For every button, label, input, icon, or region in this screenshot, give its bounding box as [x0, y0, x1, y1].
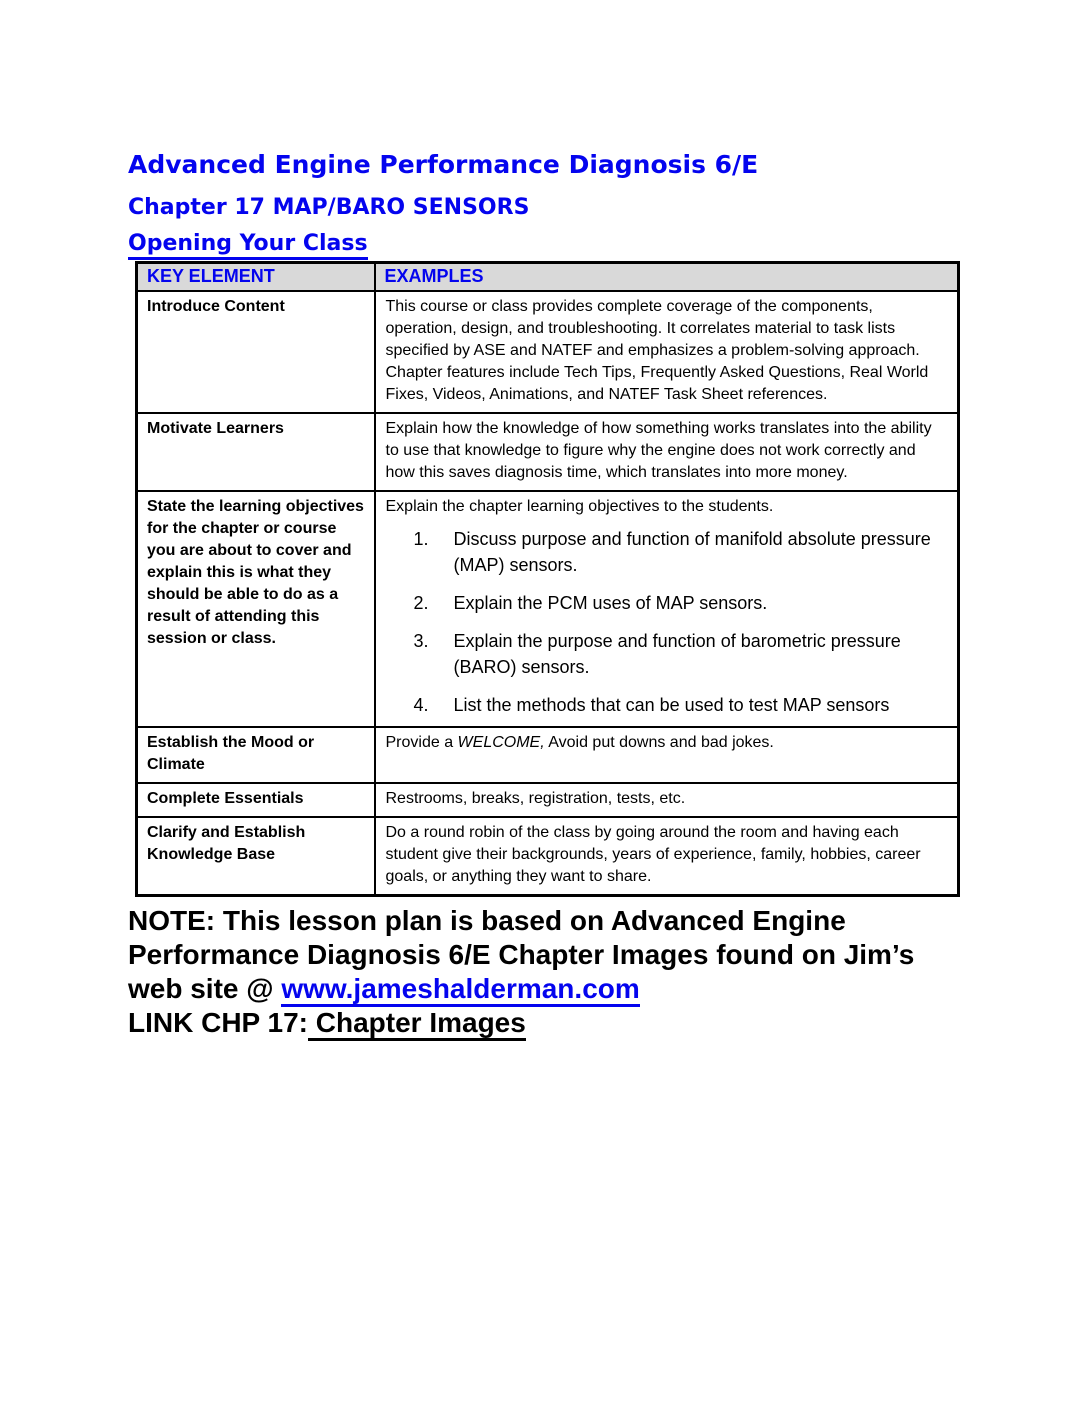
examples-cell: Do a round robin of the class by going around the room and having each student give their backgrounds, years of experience, family, hobbies, career goals, or anything they want to share. — [375, 817, 959, 896]
list-item — [414, 628, 948, 680]
list-item — [414, 692, 948, 718]
key-element-cell: Introduce Content — [137, 291, 375, 413]
section-heading — [128, 231, 1088, 256]
list-item-number: 3. — [413, 631, 429, 651]
table-row-establish-mood — [137, 727, 959, 783]
key-element-cell: Clarify and Establish Knowledge Base — [137, 817, 375, 896]
chapter-images-link[interactable]: Chapter Images — [308, 1007, 526, 1041]
key-element-cell: Complete Essentials — [137, 783, 375, 817]
list-item-text: List the methods that can be used to test MAP sensors — [453, 695, 890, 715]
table-row-introduce-content — [137, 291, 959, 413]
column-header-examples: EXAMPLES — [375, 263, 959, 292]
note-paragraph — [128, 904, 968, 1040]
list-item — [414, 526, 948, 578]
table-row-clarify-knowledge — [137, 817, 959, 896]
chapter-link-line — [128, 1006, 968, 1040]
list-item — [414, 590, 948, 616]
objectives-list — [386, 526, 948, 718]
table-row-motivate-learners — [137, 413, 959, 491]
example-italic-text: WELCOME, — [457, 734, 545, 751]
examples-cell: Restrooms, breaks, registration, tests, etc. — [375, 783, 959, 817]
key-element-cell: Motivate Learners — [137, 413, 375, 491]
note-text: NOTE: This lesson plan is based on Advanced Engine Performance Diagnosis 6/E Chapter Images found on Jim’s web site @ — [128, 905, 915, 1004]
list-item-text: Discuss purpose and function of manifold absolute pressure (MAP) sensors. — [453, 529, 931, 575]
lesson-plan-table — [135, 261, 960, 897]
chapter-heading: Chapter 17 MAP/BARO SENSORS — [128, 195, 530, 220]
table-row-learning-objectives — [137, 491, 959, 727]
document-title: Advanced Engine Performance Diagnosis 6/E — [128, 150, 759, 179]
table-header-row — [137, 263, 959, 292]
examples-cell: Explain how the knowledge of how something works translates into the ability to use that knowledge to figure why the engine does not work correctly and how this saves diagnosis time, which translates into more money. — [375, 413, 959, 491]
column-header-key-element: KEY ELEMENT — [137, 263, 375, 292]
example-text: Avoid put downs and bad jokes. — [544, 734, 774, 751]
examples-cell: This course or class provides complete coverage of the components, operation, design, and troubleshooting. It correlates material to task lists specified by ASE and NATEF and emphasizes a problem-solving approach. Chapter features include Tech Tips, Frequently Asked Questions, Real World Fixes, Videos, Animations, and NATEF Task Sheet references. — [375, 291, 959, 413]
list-item-text: Explain the PCM uses of MAP sensors. — [453, 593, 768, 613]
list-item-text: Explain the purpose and function of barometric pressure (BARO) sensors. — [453, 631, 901, 677]
list-item-number: 2. — [413, 593, 429, 613]
list-item-number: 4. — [413, 695, 429, 715]
table-row-complete-essentials — [137, 783, 959, 817]
example-text: Provide a — [385, 734, 458, 751]
examples-cell — [375, 727, 959, 783]
key-element-cell: Establish the Mood or Climate — [137, 727, 375, 783]
key-element-cell: State the learning objectives for the chapter or course you are about to cover and explain this is what they should be able to do as a result of attending this session or class. — [137, 491, 375, 727]
chapter-link-label: LINK CHP 17: — [128, 1007, 308, 1038]
website-link[interactable]: www.jameshalderman.com — [281, 973, 639, 1007]
examples-cell — [375, 491, 959, 727]
objectives-intro: Explain the chapter learning objectives to the students. — [385, 498, 774, 515]
list-item-number: 1. — [413, 529, 429, 549]
section-heading-text: Opening Your Class — [128, 231, 368, 260]
